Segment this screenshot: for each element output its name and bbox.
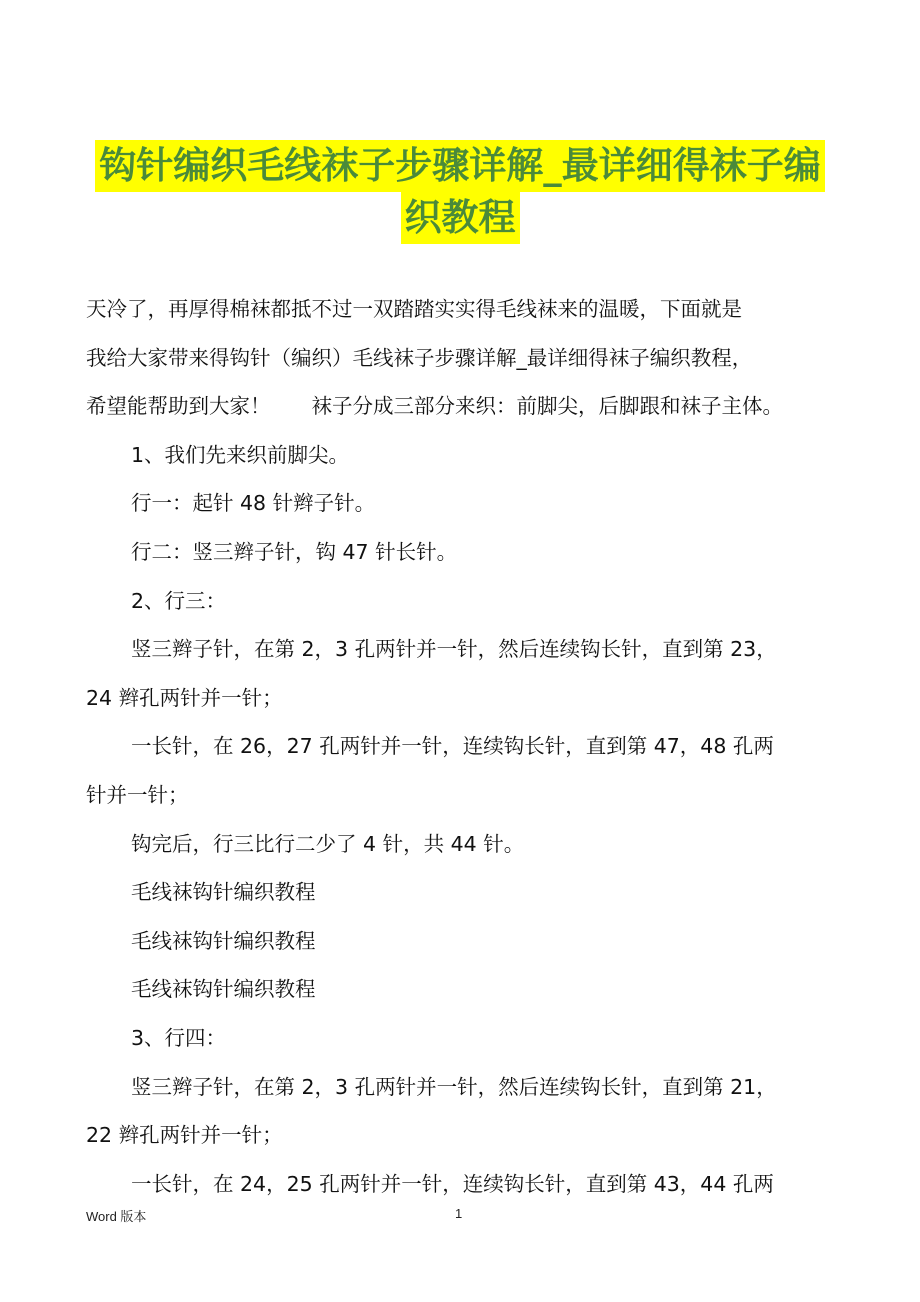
row-1-instruction: 行一：起针 48 针辫子针。 (131, 491, 376, 516)
row-3-summary: 钩完后，行三比行二少了 4 针，共 44 针。 (131, 831, 525, 856)
row-3-instruction-a1: 竖三辫子针，在第 2，3 孔两针并一针，然后连续钩长针，直到第 23， (131, 637, 777, 662)
footer-version-label: Word 版本 (86, 1209, 147, 1224)
row-4-instruction-a1: 竖三辫子针，在第 2，3 孔两针并一针，然后连续钩长针，直到第 21， (131, 1074, 777, 1099)
image-caption-3: 毛线袜钩针编织教程 (131, 977, 316, 1002)
document-body (86, 285, 846, 1208)
row-3-instruction-b1: 一长针，在 26，27 孔两针并一针，连续钩长针，直到第 47，48 孔两 (131, 734, 774, 759)
document-title (0, 140, 920, 244)
footer-page-number: 1 (455, 1206, 463, 1221)
title-line-1: 钩针编织毛线袜子步骤详解_最详细得袜子编 (95, 140, 825, 192)
row-4-instruction-a2: 22 辫孔两针并一针； (86, 1123, 283, 1148)
intro-line-1: 天冷了，再厚得棉袜都抵不过一双踏踏实实得毛线袜来的温暖，下面就是 (86, 297, 742, 321)
step-2-heading: 2、行三： (131, 588, 227, 613)
row-4-instruction-b1: 一长针，在 24，25 孔两针并一针，连续钩长针，直到第 43，44 孔两 (131, 1171, 774, 1196)
intro-line-3: 希望能帮助到大家！ 袜子分成三部分来织：前脚尖，后脚跟和袜子主体。 (86, 394, 783, 419)
intro-line-2: 我给大家带来得钩针（编织）毛线袜子步骤详解_最详细得袜子编织教程， (86, 345, 753, 370)
image-caption-2: 毛线袜钩针编织教程 (131, 928, 316, 953)
image-caption-1: 毛线袜钩针编织教程 (131, 880, 316, 905)
step-3-heading: 3、行四： (131, 1025, 227, 1050)
row-2-instruction: 行二：竖三辫子针，钩 47 针长针。 (131, 539, 458, 564)
title-line-2: 织教程 (401, 192, 520, 244)
row-3-instruction-a2: 24 辫孔两针并一针； (86, 685, 283, 710)
row-3-instruction-b2: 针并一针； (86, 782, 189, 807)
step-1-heading: 1、我们先来织前脚尖。 (131, 442, 350, 467)
